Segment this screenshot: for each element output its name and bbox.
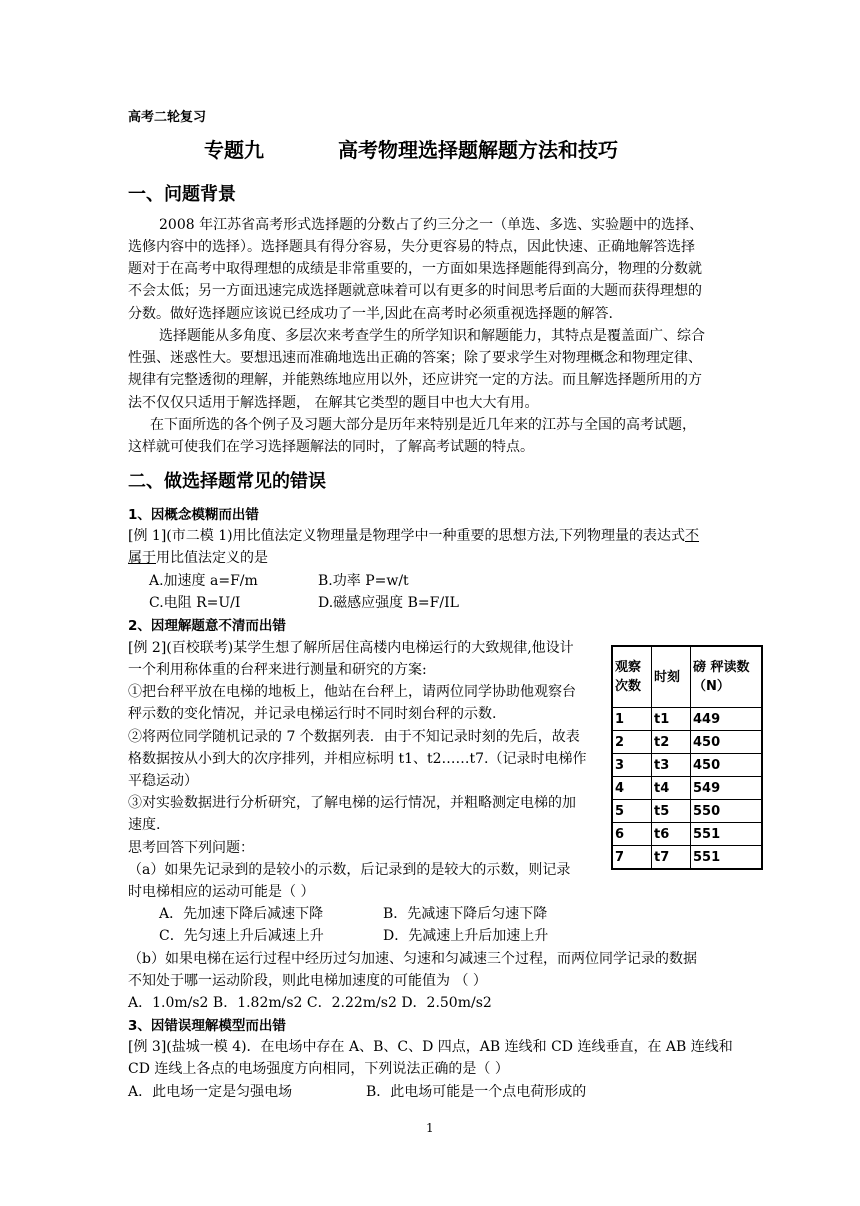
example2-line: 速度. — [128, 817, 161, 833]
table-cell: 1 — [612, 708, 652, 731]
table-row — [612, 823, 762, 846]
table-cell: 3 — [612, 754, 652, 777]
example2-line: 秤示数的变化情况，并记录电梯运行时不同时刻台秤的示数. — [128, 706, 497, 722]
option-d: D.磁感应强度 B=F/IL — [318, 595, 459, 611]
option-b: B．此电场可能是一个点电荷形成的 — [366, 1084, 587, 1100]
page-number: 1 — [426, 1121, 434, 1135]
table-cell: 7 — [612, 846, 652, 870]
subsection-heading: 3、因错误理解模型而出错 — [128, 1018, 286, 1034]
example2-line: ③对实验数据进行分析研究，了解电梯的运行情况，并粗略测定电梯的加 — [128, 795, 576, 811]
example1-text: [例 1](市二模 1)用比值法定义物理量是物理学中一种重要的思想方法,下列物理量的表达式 — [128, 528, 686, 544]
option-c: C．先匀速上升后减速上升 — [159, 928, 324, 944]
table-cell: 549 — [691, 777, 763, 800]
paragraph-line: 不会太低；另一方面迅速完成选择题就意味着可以有更多的时间思考后面的大题而获得理想的 — [128, 283, 702, 299]
table-cell: t3 — [652, 754, 691, 777]
paragraph-line: 这样就可使我们在学习选择题解法的同时，了解高考试题的特点。 — [128, 439, 534, 455]
table-row — [612, 754, 762, 777]
table-header-row — [612, 646, 762, 708]
table-cell: 6 — [612, 823, 652, 846]
example3-line: [例 3](盐城一模 4)．在电场中存在 A、B、C、D 四点，AB 连线和 CD 连线垂直，在 AB 连线和 — [128, 1039, 733, 1055]
example2-line: ①把台秤平放在电梯的地板上，他站在台秤上，请两位同学协助他观察台 — [128, 684, 576, 700]
table-row — [612, 777, 762, 800]
table-cell: 551 — [691, 823, 763, 846]
table-cell: 5 — [612, 800, 652, 823]
example1-text: 用比值法定义的是 — [156, 550, 268, 566]
underlined-text: 属于 — [128, 550, 156, 566]
section1-heading: 一、问题背景 — [128, 184, 236, 205]
option-b: B.功率 P=w/t — [318, 573, 409, 589]
subsection-heading: 1、因概念模糊而出错 — [128, 507, 259, 523]
example2-line: 一个利用称体重的台秤来进行测量和研究的方案: — [128, 662, 427, 678]
page-title: 高考物理选择题解题方法和技巧 — [338, 138, 618, 162]
option-d: D．先减速上升后加速上升 — [383, 928, 549, 944]
option-b: B．先减速下降后匀速下降 — [383, 906, 548, 922]
table-cell: 450 — [691, 731, 763, 754]
table-header-cell: 时刻 — [652, 646, 691, 708]
example2-line: 时电梯相应的运动可能是（ ） — [128, 884, 315, 900]
table-cell: t7 — [652, 846, 691, 870]
table-cell: 551 — [691, 846, 763, 870]
example2-line: [例 2](百校联考)某学生想了解所居住高楼内电梯运行的大致规律,他设计 — [128, 640, 574, 656]
paragraph-line: 法不仅仅只适用于解选择题， 在解其它类型的题目中也大大有用。 — [128, 395, 539, 411]
example2-line: 格数据按从小到大的次序排列，并相应标明 t1、t2……t7.（记录时电梯作 — [128, 751, 587, 767]
question-b-line: （b）如果电梯在运行过程中经历过匀加速、匀速和匀减速三个过程，而两位同学记录的数据 — [128, 951, 697, 967]
table-cell: t1 — [652, 708, 691, 731]
example1-line — [128, 547, 268, 567]
table-row — [612, 708, 762, 731]
table-cell: t5 — [652, 800, 691, 823]
example2-line: （a）如果先记录到的是较小的示数，后记录到的是较大的示数，则记录 — [128, 862, 571, 878]
option-c: C.电阻 R=U/I — [149, 595, 241, 611]
table-cell: 2 — [612, 731, 652, 754]
example2-line: ②将两位同学随机记录的 7 个数据列表．由于不知记录时刻的先后，故表 — [128, 729, 580, 745]
example1-line — [128, 525, 699, 545]
table-cell: t6 — [652, 823, 691, 846]
example2-line: 思考回答下列问题： — [128, 840, 254, 856]
paragraph-line: 题对于在高考中取得理想的成绩是非常重要的，一方面如果选择题能得到高分，物理的分数就 — [128, 261, 702, 277]
question-b-options: A．1.0m/s2 B．1.82m/s2 C．2.22m/s2 D．2.50m/s2 — [128, 995, 492, 1011]
subsection-heading: 2、因理解题意不清而出错 — [128, 618, 286, 634]
question-b-line: 不知处于哪一运动阶段，则此电梯加速度的可能值为 （ ） — [128, 973, 487, 989]
table-cell: 449 — [691, 708, 763, 731]
table-cell: 4 — [612, 777, 652, 800]
paragraph-line: 选择题能从多角度、多层次来考查学生的所学知识和解题能力，其特点是覆盖面广、综合 — [159, 328, 705, 344]
paragraph-line: 性强、迷惑性大。要想迅速而准确地选出正确的答案；除了要求学生对物理概念和物理定律、 — [128, 350, 702, 366]
table-header-cell: 观察次数 — [612, 646, 652, 708]
underlined-text: 不 — [685, 528, 700, 544]
example3-line: CD 连线上各点的电场强度方向相同，下列说法正确的是（ ） — [128, 1061, 509, 1077]
option-a: A．先加速下降后减速下降 — [159, 906, 324, 922]
example2-line: 平稳运动） — [128, 773, 198, 789]
elevator-data-table — [611, 645, 763, 870]
table-row — [612, 846, 762, 870]
table-cell: t4 — [652, 777, 691, 800]
title-topic: 专题九 — [204, 138, 264, 162]
paragraph-line: 分数。做好选择题应该说已经成功了一半,因此在高考时必须重视选择题的解答. — [128, 306, 613, 322]
table-row — [612, 800, 762, 823]
table-row — [612, 731, 762, 754]
table-cell: 450 — [691, 754, 763, 777]
paragraph-line: 在下面所选的各个例子及习题大部分是历年来特别是近几年来的江苏与全国的高考试题， — [150, 417, 696, 433]
option-a: A.加速度 a=F/m — [149, 573, 258, 589]
paragraph-line: 选修内容中的选择）。选择题具有得分容易，失分更容易的特点，因此快速、正确地解答选择 — [128, 239, 695, 255]
table-cell: t2 — [652, 731, 691, 754]
table-header-cell: 磅 秤读数（N） — [691, 646, 763, 708]
paragraph-line: 2008 年江苏省高考形式选择题的分数占了约三分之一（单选、多选、实验题中的选择、 — [159, 217, 704, 233]
doc-header: 高考二轮复习 — [128, 110, 207, 125]
table-cell: 550 — [691, 800, 763, 823]
option-a: A．此电场一定是匀强电场 — [128, 1084, 293, 1100]
paragraph-line: 规律有完整透彻的理解，并能熟练地应用以外，还应讲究一定的方法。而且解选择题所用的方 — [128, 372, 702, 388]
section2-heading: 二、做选择题常见的错误 — [128, 471, 326, 492]
